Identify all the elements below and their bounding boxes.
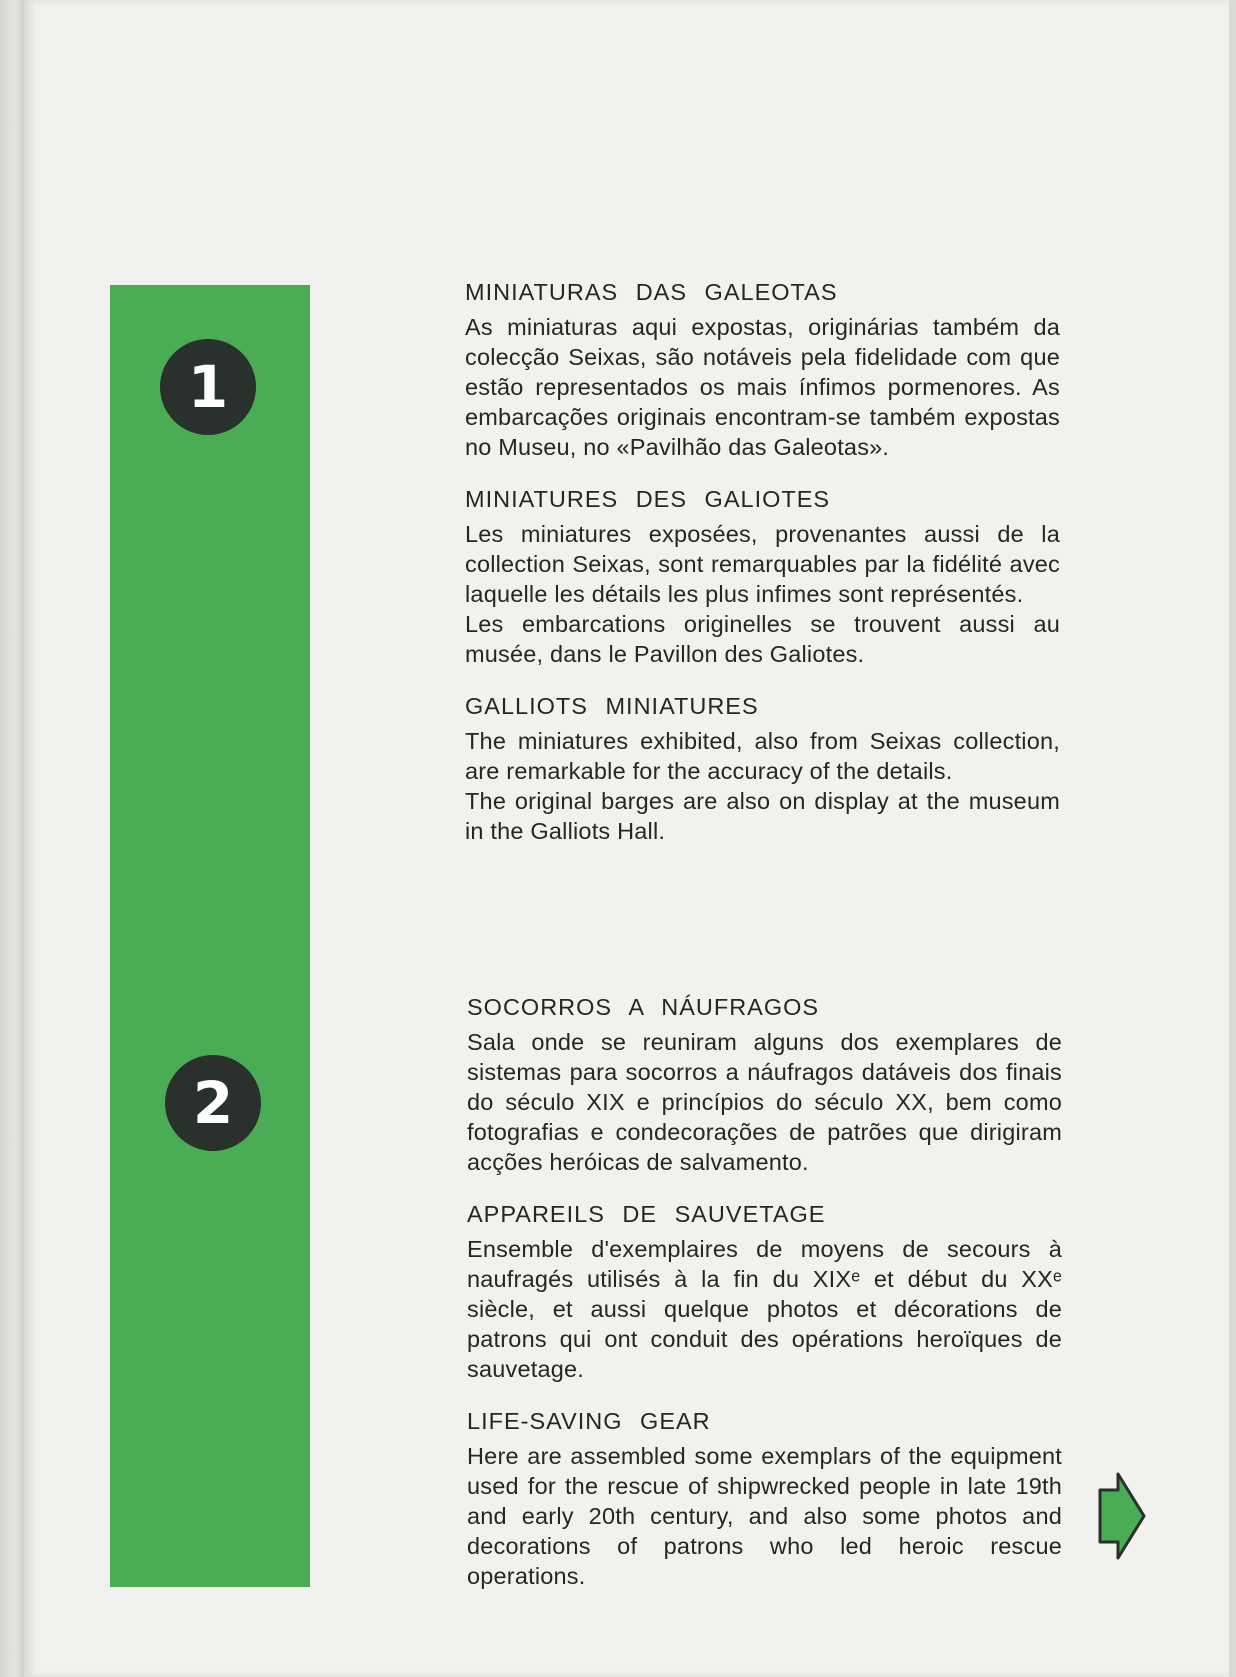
section-1-body-fr-1: Les miniatures exposées, provenantes aussi de la collection Seixas, sont remarquables par la fidélité avec laquelle les détails les plus infimes sont représentés. xyxy=(465,521,1060,607)
section-1-heading-pt: MINIATURAS DAS GALEOTAS xyxy=(465,279,838,305)
section-1-heading-fr: MINIATURES DES GALIOTES xyxy=(465,486,831,512)
section-2-body-fr: Ensemble d'exemplaires de moyens de secours à naufragés utilisés à la fin du XIXᵉ et début du XXᵉ siècle, et aussi quelque photos et décorations de patrons qui ont conduit des opérations heroïques de sauvetage. xyxy=(467,1236,1062,1382)
page-right-edge xyxy=(1229,0,1236,1677)
section-number-1-badge: 1 xyxy=(160,339,256,435)
section-1-body-en-2: The original barges are also on display at the museum in the Galliots Hall. xyxy=(465,788,1060,844)
section-2-heading-pt: SOCORROS A NÁUFRAGOS xyxy=(467,994,820,1020)
section-2-body-en: Here are assembled some exemplars of the equipment used for the rescue of shipwrecked people in late 19th and early 20th century, and also some photos and decorations of patrons who led heroic rescue operations. xyxy=(467,1443,1062,1589)
section-1-text xyxy=(465,277,1060,868)
right-arrow-icon[interactable] xyxy=(1096,1470,1148,1562)
section-2-body-pt: Sala onde se reuniram alguns dos exemplares de sistemas para socorros a náufragos datáveis dos finais do século XIX e princípios do século XX, bem como fotografias e condecorações de patrões que dirigiram acções heróicas de salvamento. xyxy=(467,1029,1062,1175)
section-2-heading-fr: APPAREILS DE SAUVETAGE xyxy=(467,1201,826,1227)
section-1-heading-en: GALLIOTS MINIATURES xyxy=(465,693,759,719)
section-2-heading-en: LIFE-SAVING GEAR xyxy=(467,1408,711,1434)
section-number-2-badge: 2 xyxy=(165,1055,261,1151)
section-2-text xyxy=(467,992,1062,1613)
page-binding-edge xyxy=(0,0,24,1677)
section-1-body-pt: As miniaturas aqui expostas, originárias também da colecção Seixas, são notáveis pela fidelidade com que estão representados os mais ínfimos pormenores. As embarcações originais encontram-se também expostas no Museu, no «Pavilhão das Galeotas». xyxy=(465,314,1060,460)
green-side-band xyxy=(110,285,310,1587)
section-1-body-en-1: The miniatures exhibited, also from Seixas collection, are remarkable for the accuracy of the details. xyxy=(465,728,1060,784)
section-1-body-fr-2: Les embarcations originelles se trouvent aussi au musée, dans le Pavillon des Galiotes. xyxy=(465,611,1060,667)
